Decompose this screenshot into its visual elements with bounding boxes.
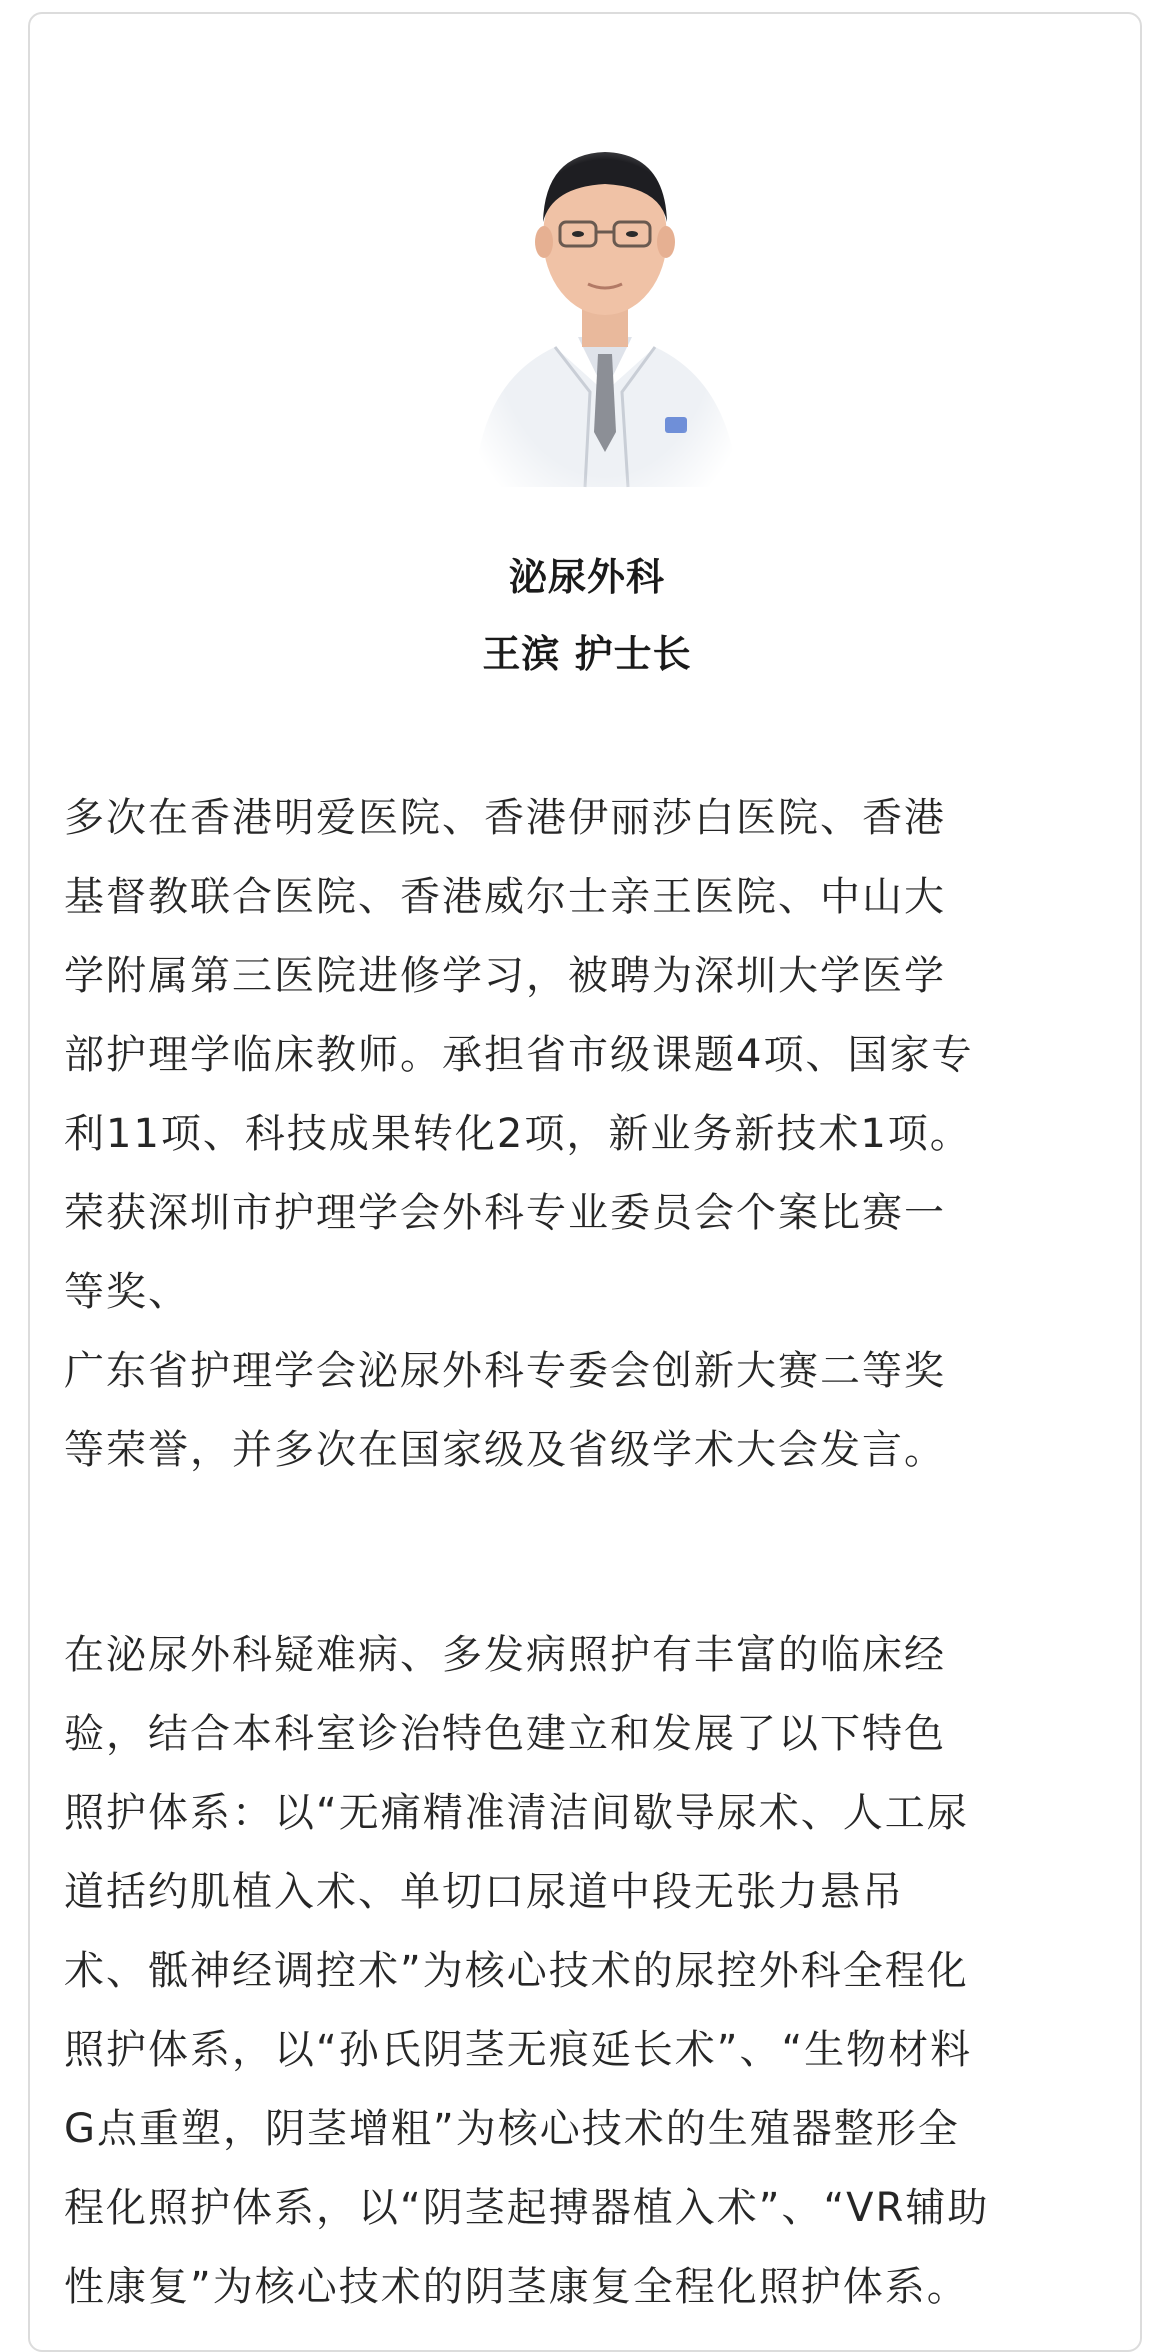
bio-line: 验，结合本科室诊治特色建立和发展了以下特色 <box>64 1711 946 1757</box>
bio-paragraph-2 <box>64 1616 1106 2327</box>
bio-line: 照护体系：以“无痛精准清洁间歇导尿术、人工尿 <box>64 1790 969 1836</box>
bio-line: 部护理学临床教师。承担省市级课题4项、国家专 <box>64 1032 974 1078</box>
bio-line: 基督教联合医院、香港威尔士亲王医院、中山大 <box>64 874 946 920</box>
bio-line: 性康复”为核心技术的阴茎康复全程化照护体系。 <box>64 2264 969 2310</box>
bio-line: 荣获深圳市护理学会外科专业委员会个案比赛一 <box>64 1190 946 1236</box>
bio-line: 照护体系，以“孙氏阴茎无痕延长术”、“生物材料 <box>64 2027 973 2073</box>
bio-line: 等荣誉，并多次在国家级及省级学术大会发言。 <box>64 1427 946 1473</box>
bio-line: G点重塑，阴茎增粗”为核心技术的生殖器整形全 <box>64 2106 960 2152</box>
bio-line: 在泌尿外科疑难病、多发病照护有丰富的临床经 <box>64 1632 946 1678</box>
bio-line: 学附属第三医院进修学习，被聘为深圳大学医学 <box>64 953 946 999</box>
bio-line: 利11项、科技成果转化2项，新业务新技术1项。 <box>64 1111 972 1157</box>
bio-line: 等奖、 <box>64 1269 190 1315</box>
bio-line: 多次在香港明爱医院、香港伊丽莎白医院、香港 <box>64 795 946 841</box>
bio-line: 广东省护理学会泌尿外科专委会创新大赛二等奖 <box>64 1348 946 1394</box>
department-title: 泌尿外科 <box>508 555 665 599</box>
bio-paragraph-1 <box>64 779 1106 1490</box>
profile-card <box>28 12 1142 2352</box>
doctor-name-title: 王滨 护士长 <box>482 632 692 676</box>
bio-line: 道括约肌植入术、单切口尿道中段无张力悬吊 <box>64 1869 904 1915</box>
bio-line: 术、骶神经调控术”为核心技术的尿控外科全程化 <box>64 1948 969 1994</box>
doctor-photo <box>460 92 750 502</box>
bio-line: 程化照护体系，以“阴茎起搏器植入术”、“VR辅助 <box>64 2185 990 2231</box>
